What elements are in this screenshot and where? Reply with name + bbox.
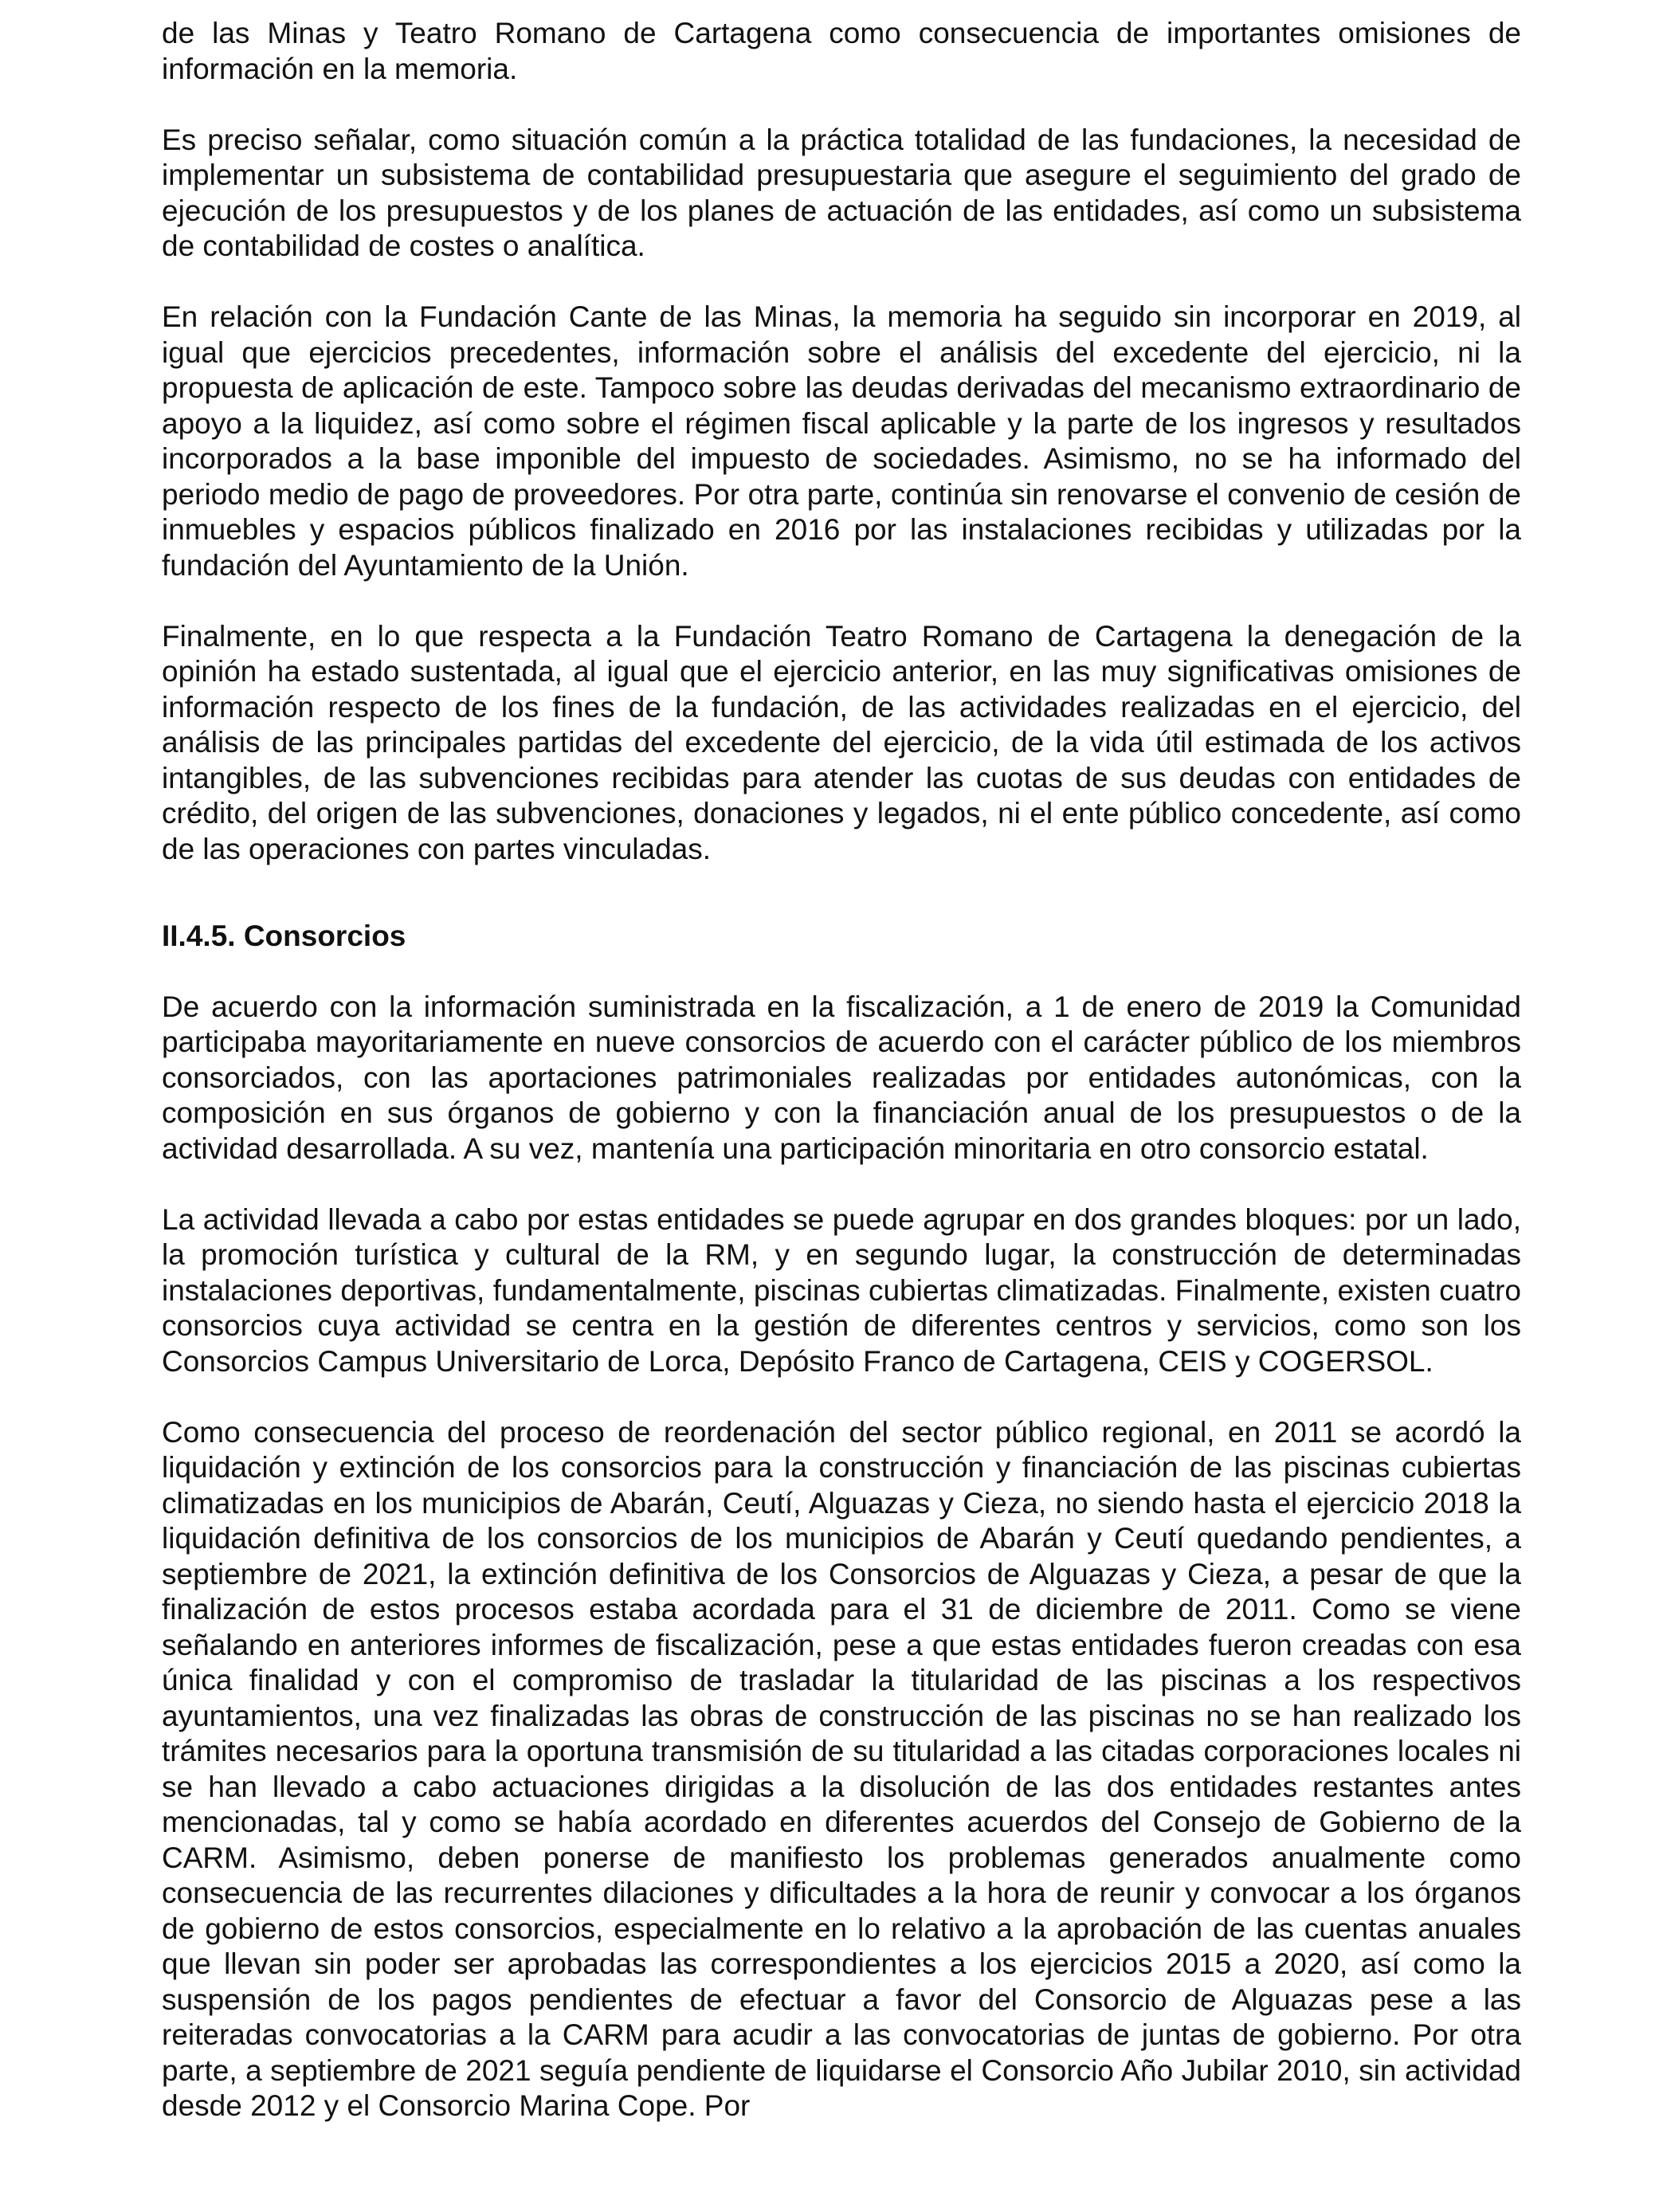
paragraph-consorcios-reordenacion: Como consecuencia del proceso de reordenación del sector público regional, en 2011 se acordó la liquidación y extinción de los consorcios para la construcción y financiación de las piscinas cubiertas climatizadas en los municipios de Abarán, Ceutí, Alguazas y Cieza, no siendo hasta el ejercicio 2018 la liquidación definitiva de los consorcios de los municipios de Abarán y Ceutí quedando pendientes, a septiembre de 2021, la extinción definitiva de los Consorcios de Alguazas y Cieza, a pesar de que la finalización de estos procesos estaba acordada para el 31 de diciembre de 2011. Como se viene señalando en anteriores informes de fiscalización, pese a que estas entidades fueron creadas con esa única finalidad y con el compromiso de trasladar la titularidad de las piscinas a los respectivos ayuntamientos, una vez finalizadas las obras de construcción de las piscinas no se han realizado los trámites necesarios para la oportuna transmisión de su titularidad a las citadas corporaciones locales ni se han llevado a cabo actuaciones dirigidas a la disolución de las dos entidades restantes antes mencionadas, tal y como se había acordado en diferentes acuerdos del Consejo de Gobierno de la CARM. Asimismo, deben ponerse de manifiesto los problemas generados anualmente como consecuencia de las recurrentes dilaciones y dificultades a la hora de reunir y convocar a los órganos de gobierno de estos consorcios, especialmente en lo relativo a la aprobación de las cuentas anuales que llevan sin poder ser aprobadas las correspondientes a los ejercicios 2015 a 2020, así como la suspensión de los pagos pendientes de efectuar a favor del Consorcio de Alguazas pese a las reiteradas convocatorias a la CARM para acudir a las convocatorias de juntas de gobierno. Por otra parte, a septiembre de 2021 seguía pendiente de liquidarse el Consorcio Año Jubilar 2010, sin actividad desde 2012 y el Consorcio Marina Cope. Por xyxy=(162,1415,1521,2122)
paragraph-fundacion-cante-minas: En relación con la Fundación Cante de las Minas, la memoria ha seguido sin incorporar en 2019, al igual que ejercicios precedentes, información sobre el análisis del excedente del ejercicio, ni la propuesta de aplicación de este. Tampoco sobre las deudas derivadas del mecanismo extraordinario de apoyo a la liquidez, así como sobre el régimen fiscal aplicable y la parte de los ingresos y resultados incorporados a la base imponible del impuesto de sociedades. Asimismo, no se ha informado del periodo medio de pago de proveedores. Por otra parte, continúa sin renovarse el convenio de cesión de inmuebles y espacios públicos finalizado en 2016 por las instalaciones recibidas y utilizadas por la fundación del Ayuntamiento de la Unión. xyxy=(162,300,1521,582)
paragraph-omisiones-memoria: de las Minas y Teatro Romano de Cartagena como consecuencia de importantes omisiones de información en la memoria. xyxy=(162,17,1521,85)
paragraph-fundacion-teatro-romano: Finalmente, en lo que respecta a la Fundación Teatro Romano de Cartagena la denegación de la opinión ha estado sustentada, al igual que el ejercicio anterior, en las muy significativas omisiones de información respecto de los fines de la fundación, de las actividades realizadas en el ejercicio, del análisis de las principales partidas del excedente del ejercicio, de la vida útil estimada de los activos intangibles, de las subvenciones recibidas para atender las cuotas de sus deudas con entidades de crédito, del origen de las subvenciones, donaciones y legados, ni el ente público concedente, así como de las operaciones con partes vinculadas. xyxy=(162,619,1521,865)
document-page xyxy=(162,16,1521,2159)
section-heading-consorcios: II.4.5. Consorcios xyxy=(162,919,406,952)
paragraph-consorcios-participacion: De acuerdo con la información suministrada en la fiscalización, a 1 de enero de 2019 la Comunidad participaba mayoritariamente en nueve consorcios de acuerdo con el carácter público de los miembros consorciados, con las aportaciones patrimoniales realizadas por entidades autonómicas, con la composición en sus órganos de gobierno y con la financiación anual de los presupuestos o de la actividad desarrollada. A su vez, mantenía una participación minoritaria en otro consorcio estatal. xyxy=(162,990,1521,1165)
paragraph-contabilidad-presupuestaria: Es preciso señalar, como situación común a la práctica totalidad de las fundaciones, la necesidad de implementar un subsistema de contabilidad presupuestaria que asegure el seguimiento del grado de ejecución de los presupuestos y de los planes de actuación de las entidades, así como un subsistema de contabilidad de costes o analítica. xyxy=(162,123,1521,262)
paragraph-consorcios-actividad: La actividad llevada a cabo por estas entidades se puede agrupar en dos grandes bloques: por un lado, la promoción turística y cultural de la RM, y en segundo lugar, la construcción de determinadas instalaciones deportivas, fundamentalmente, piscinas cubiertas climatizadas. Finalmente, existen cuatro consorcios cuya actividad se centra en la gestión de diferentes centros y servicios, como son los Consorcios Campus Universitario de Lorca, Depósito Franco de Cartagena, CEIS y COGERSOL. xyxy=(162,1202,1521,1378)
